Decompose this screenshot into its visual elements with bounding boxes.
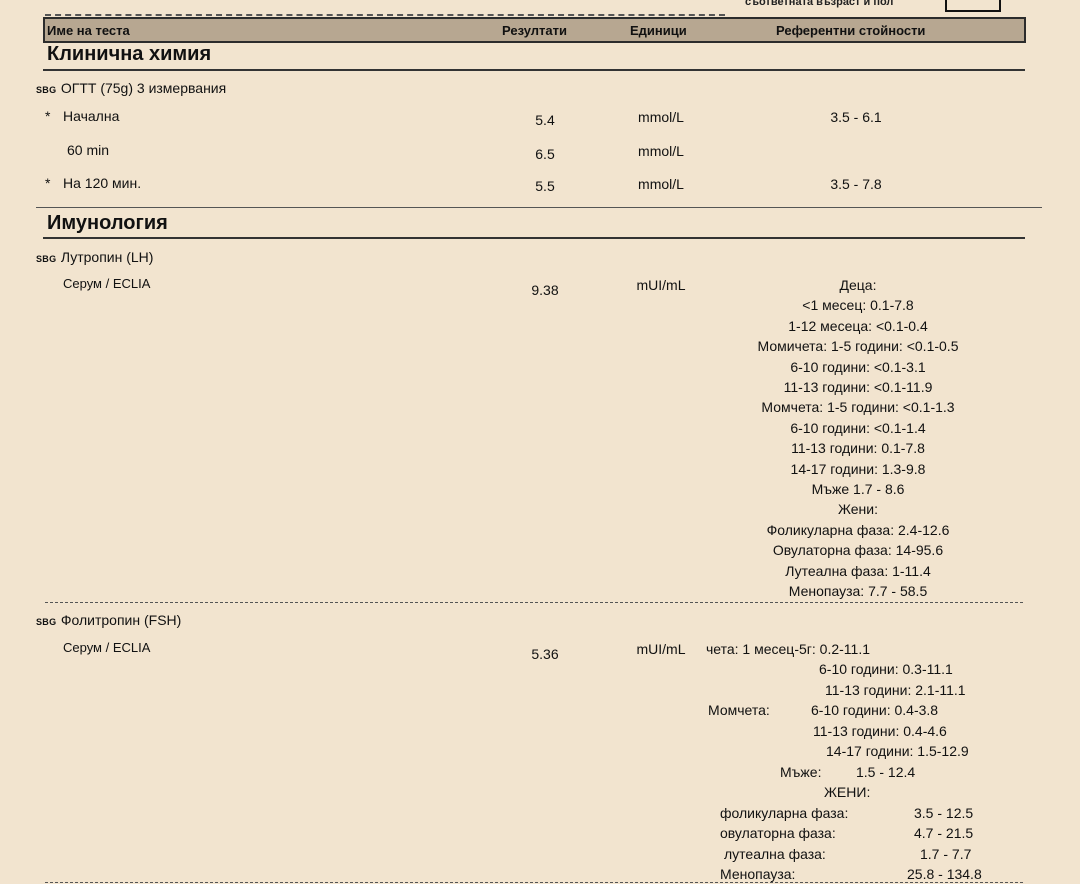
ref-lh-line: 6-10 години: <0.1-1.4 — [790, 419, 926, 436]
section-rule-immunology — [43, 237, 1025, 239]
ref-lh-line: Момичета: 1-5 години: <0.1-0.5 — [757, 338, 959, 355]
result-initial: 5.4 — [535, 112, 555, 128]
result-fsh: 5.36 — [531, 646, 559, 662]
top-note: съответната възраст и пол — [745, 0, 894, 8]
test-name-fsh: Фолитропин (FSH) — [60, 612, 182, 628]
sbg-prefix: SBG — [36, 254, 57, 264]
test-name-ogtt: ОГТТ (75g) 3 измервания — [60, 80, 227, 96]
ref-lh-line: Менопауза: 7.7 - 58.5 — [788, 583, 928, 599]
test-lh — [36, 249, 153, 267]
ref-fsh-line: фоликуларна фаза: — [720, 805, 849, 821]
ref-lh-line: Фоликуларна фаза: 2.4-12.6 — [766, 521, 950, 538]
test-separator — [45, 602, 1023, 603]
ref-initial: 3.5 - 6.1 — [830, 109, 882, 125]
test-fsh — [36, 612, 181, 630]
ref-fsh-line: 11-13 години: 2.1-11.1 — [825, 682, 966, 698]
ref-fsh-line: лутеална фаза: — [724, 846, 826, 862]
sbg-prefix: SBG — [36, 617, 57, 627]
method-fsh: Серум / ECLIA — [63, 640, 151, 655]
ref-fsh-line: ЖЕНИ: — [824, 784, 871, 800]
unit-lh: mUI/mL — [636, 277, 686, 293]
col-results-header: Резултати — [502, 23, 567, 38]
test-name-lh: Лутропин (LH) — [60, 249, 154, 265]
ref-fsh-line: 1.5 - 12.4 — [856, 764, 916, 780]
ref-lh-line: Деца: — [839, 277, 877, 293]
unit-120min: mmol/L — [638, 176, 684, 192]
unit-initial: mmol/L — [638, 109, 684, 125]
result-120min: 5.5 — [535, 178, 555, 194]
ref-fsh-line: 25.8 - 134.8 — [907, 866, 982, 882]
method-lh: Серум / ECLIA — [63, 276, 151, 291]
ref-fsh-line: 4.7 - 21.5 — [914, 825, 974, 841]
ref-fsh-line: Мъже: — [780, 764, 822, 780]
ref-fsh-line: чета: 1 месец-5г: 0.2-11.1 — [706, 641, 870, 657]
top-box — [945, 0, 1001, 12]
row-marker: * — [45, 108, 51, 124]
test-ogtt — [36, 80, 226, 98]
bottom-dashed-line — [45, 882, 1023, 883]
ref-lh-line: 14-17 години: 1.3-9.8 — [790, 460, 926, 477]
row-marker: * — [45, 175, 51, 191]
ref-lh-line: Лутеална фаза: 1-11.4 — [785, 562, 931, 579]
ref-fsh-line: 1.7 - 7.7 — [920, 846, 972, 862]
ref-fsh-line: Момчета: — [708, 702, 770, 718]
ref-120min: 3.5 - 7.8 — [830, 176, 882, 192]
ref-fsh-line: 11-13 години: 0.4-4.6 — [813, 723, 947, 739]
section-rule-chemistry — [43, 69, 1025, 71]
top-dashed-line — [45, 14, 725, 16]
ref-lh-line: Жени: — [838, 501, 878, 518]
row-label-initial: Начална — [63, 108, 120, 124]
ref-lh-line: 11-13 години: <0.1-11.9 — [783, 379, 933, 395]
col-units-header: Единици — [630, 23, 687, 38]
unit-60min: mmol/L — [638, 143, 684, 159]
col-name-header: Име на теста — [47, 23, 130, 38]
result-60min: 6.5 — [535, 146, 555, 162]
column-header — [43, 17, 1026, 43]
ref-lh-line: Овулаторна фаза: 14-95.6 — [772, 542, 944, 559]
unit-fsh: mUI/mL — [636, 641, 686, 657]
ref-fsh-line: 6-10 години: 0.3-11.1 — [819, 661, 953, 677]
section-title-immunology: Имунология — [47, 212, 168, 234]
row-label-60min: 60 min — [67, 142, 110, 158]
ref-lh-line: 11-13 години: 0.1-7.8 — [791, 440, 925, 457]
ref-fsh-line: овулаторна фаза: — [720, 825, 836, 841]
ref-lh-line: <1 месец: 0.1-7.8 — [802, 297, 914, 314]
ref-lh-line: 6-10 години: <0.1-3.1 — [790, 358, 926, 375]
ref-lh-line: 1-12 месеца: <0.1-0.4 — [788, 317, 928, 334]
result-lh: 9.38 — [531, 282, 559, 298]
section-title-chemistry: Клинична химия — [47, 43, 212, 65]
ref-lh-line: Момчета: 1-5 години: <0.1-1.3 — [761, 399, 955, 416]
ref-lh-line: Мъже 1.7 - 8.6 — [811, 481, 905, 497]
ref-fsh-line: 14-17 години: 1.5-12.9 — [826, 743, 969, 759]
ref-fsh-line: Менопауза: — [720, 866, 796, 882]
ref-fsh-line: 3.5 - 12.5 — [914, 805, 974, 821]
sbg-prefix: SBG — [36, 85, 57, 95]
col-reference-header: Референтни стойности — [776, 23, 926, 38]
ref-fsh-line: 6-10 години: 0.4-3.8 — [811, 702, 939, 718]
row-label-120min: На 120 мин. — [63, 175, 142, 191]
section-separator — [36, 207, 1042, 208]
